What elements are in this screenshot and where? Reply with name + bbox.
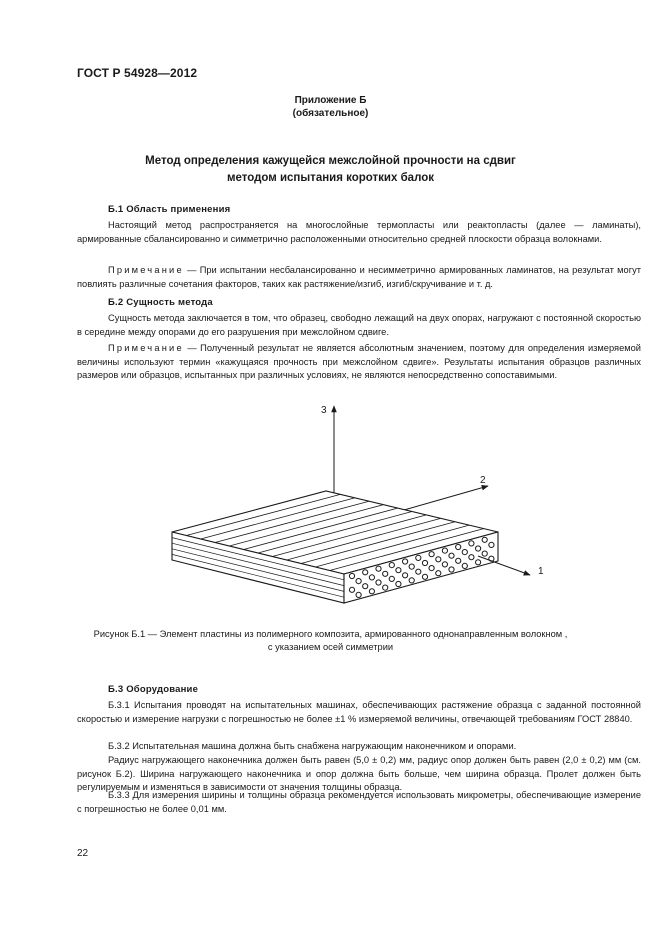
composite-plate-figure (0, 395, 661, 625)
method-title-line2: методом испытания коротких балок (226, 172, 435, 184)
fiber-circle (403, 559, 408, 564)
section-b3-p1: Б.3.1 Испытания проводят на испытательных машинах, обеспечивающих растяжение образца с заданной постоянной скоростью и измерение нагрузки с погрешностью не более ±1 % измеряемой величины, отвечающей требованиям ГОСТ 28840. (77, 700, 641, 724)
note-text: — Полученный результат не является абсолютным значением, поэтому для определения измеряемой величины используют термин «кажущаяся прочность при межслойном сдвиге». Результаты испытания образцов различных размеров или образцов, испытанных при различных условиях, не являются непосредственно сопоставимыми. (77, 343, 641, 381)
note-label: Примечание (108, 343, 184, 353)
fiber-circle (356, 592, 361, 597)
axis-3-label: 3 (321, 405, 327, 416)
section-b2-note (77, 342, 641, 383)
axis-2-label: 2 (480, 475, 486, 486)
fiber-circle (409, 578, 414, 583)
fiber-circle (489, 542, 494, 547)
fiber-circle (482, 551, 487, 556)
section-b3-p3: Радиус нагружающего наконечника должен быть равен (5,0 ± 0,2) мм, радиус опор должен быть равен (2,0 ± 0,2) мм (см. рисунок Б.2). Ширина нагружающего наконечника и опор должна быть больше, чем ширина образца. Пролет должен быть регулируемым и изменяться в зависимости от значения толщины образца. (77, 755, 641, 793)
fiber-circle (409, 564, 414, 569)
section-b3-p2: Б.3.2 Испытательная машина должна быть снабжена нагружающим наконечником и опорами. (108, 741, 517, 751)
fiber-circle (369, 589, 374, 594)
fiber-circle (476, 560, 481, 565)
fiber-circle (422, 560, 427, 565)
fiber-circle (436, 557, 441, 562)
fiber-circle (349, 573, 354, 578)
fiber-circle (389, 563, 394, 568)
section-b1-text: Настоящий метод распространяется на многослойные термопласты или реактопласты (далее — ламинаты), армированные сбалансированно и симметрично расположенными относительно средней плоскости образца волокнами. (77, 220, 641, 244)
fiber-circle (469, 555, 474, 560)
fiber-circle (469, 541, 474, 546)
note-text: — При испытании несбалансированно и несимметрично армированных ламинатов, на результат могут повлиять различные сочетания факторов, таких как растяжение/изгиб, изгиб/скручивание и т. д. (77, 265, 641, 289)
axis-1-label: 1 (538, 566, 544, 577)
axis-1-arrow (478, 556, 530, 575)
fiber-circle (482, 537, 487, 542)
fiber-circle (376, 580, 381, 585)
fiber-circle (449, 553, 454, 558)
fiber-circle (442, 562, 447, 567)
note-label: Примечание (108, 265, 184, 275)
appendix-status: (обязательное) (292, 108, 369, 119)
fiber-circle (396, 581, 401, 586)
section-b3-heading: Б.3 Оборудование (108, 684, 199, 695)
fiber-circle (356, 579, 361, 584)
fiber-circle (429, 566, 434, 571)
fiber-circle (349, 587, 354, 592)
fiber-circle (442, 548, 447, 553)
page-number: 22 (77, 848, 89, 859)
fiber-circle (383, 571, 388, 576)
fiber-circle (363, 570, 368, 575)
section-b2-heading: Б.2 Сущность метода (108, 297, 213, 308)
fiber-circle (462, 563, 467, 568)
fiber-circle (403, 573, 408, 578)
fiber-circle (416, 555, 421, 560)
fiber-circle (396, 568, 401, 573)
fiber-circle (416, 569, 421, 574)
figure-caption-line2: с указанием осей симметрии (267, 642, 394, 652)
fiber-circle (476, 546, 481, 551)
section-b1-heading: Б.1 Область применения (108, 204, 231, 215)
fiber-circle (389, 576, 394, 581)
fiber-circle (422, 574, 427, 579)
section-b1-note (77, 264, 641, 291)
document-header: ГОСТ Р 54928—2012 (77, 66, 198, 80)
fiber-circle (436, 571, 441, 576)
fiber-circle (449, 567, 454, 572)
figure-caption-line1: Рисунок Б.1 — Элемент пластины из полимерного композита, армированного однонаправленным волокном , (93, 629, 568, 639)
fiber-circle (456, 544, 461, 549)
fiber-circle (376, 566, 381, 571)
section-b2-text: Сущность метода заключается в том, что образец, свободно лежащий на двух опорах, нагружают с постоянной скоростью в середине между опорами до его разрушения при межслойном сдвиге. (77, 313, 641, 337)
fiber-circle (363, 584, 368, 589)
section-b3-p4: Б.3.3 Для измерения ширины и толщины образца рекомендуется использовать микрометры, обеспечивающие измерение с погрешностью не более 0,01 мм. (77, 790, 641, 814)
fiber-circle (383, 585, 388, 590)
method-title-line1: Метод определения кажущейся межслойной прочности на сдвиг (145, 155, 516, 167)
fiber-circle (456, 558, 461, 563)
fiber-circle (429, 552, 434, 557)
appendix-title: Приложение Б (294, 95, 367, 106)
fiber-circle (462, 550, 467, 555)
fiber-circle (369, 575, 374, 580)
